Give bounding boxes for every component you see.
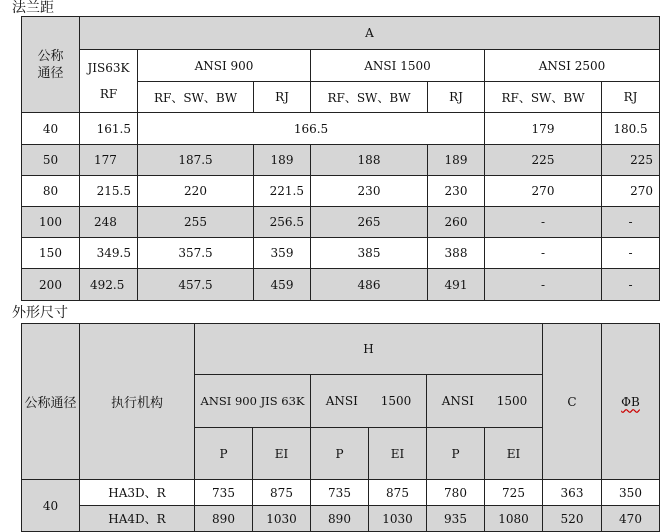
ansi1500-rf-cell: 188 [311,145,428,176]
ansi2500-rj-cell: 225 [602,145,660,176]
jis-cell: 215.5 [80,176,138,207]
phi-b-header [602,324,660,480]
c-cell: 363 [543,480,602,506]
table-row [22,113,660,145]
overall-dimensions-table [21,323,660,532]
ansi900-rf-subheader: RF、SW、BW [138,82,254,113]
ansi900-rj-cell: 256.5 [254,207,311,238]
h-cell: 1080 [485,506,543,532]
h-cell: 735 [195,480,253,506]
table-row [22,238,660,269]
ansi900-jis63k-header: ANSI 900 JIS 63K [195,375,311,428]
h-cell: 890 [195,506,253,532]
ansi2500-rj-cell: - [602,238,660,269]
ansi2500-rf-cell: 225 [485,145,602,176]
jis-cell: 492.5 [80,269,138,301]
ansi2500-rf-cell: - [485,269,602,301]
ansi900-rf-cell: 357.5 [138,238,254,269]
ansi900-rj-cell: 459 [254,269,311,301]
dn-header: 公称通径 [22,324,80,480]
p-subheader: P [427,428,485,480]
h-cell: 875 [369,480,427,506]
h-cell: 935 [427,506,485,532]
p-subheader: P [195,428,253,480]
ansi2500-rj-cell: 270 [602,176,660,207]
p-subheader: P [311,428,369,480]
merged-ansi900-1500-cell: 166.5 [138,113,485,145]
table-row [22,207,660,238]
table-row [22,480,660,506]
ansi1500-header: ANSI 1500 [311,50,485,82]
actuator-cell: HA3D、R [80,480,195,506]
jis-cell: 177 [80,145,138,176]
h-cell: 1030 [253,506,311,532]
flange-distance-title: 法兰距 [12,0,54,16]
ansi1500-header-b: ANSI 1500 [427,375,543,428]
group-header-a: A [80,17,660,50]
ansi900-rj-cell: 189 [254,145,311,176]
ansi2500-header: ANSI 2500 [485,50,660,82]
h-cell: 735 [311,480,369,506]
ansi2500-rj-cell: - [602,207,660,238]
ansi1500-rf-cell: 385 [311,238,428,269]
c-cell: 520 [543,506,602,532]
jis-cell: 349.5 [80,238,138,269]
dn-cell: 40 [22,480,80,532]
ansi2500-rf-cell: 179 [485,113,602,145]
ansi2500-rf-cell: - [485,207,602,238]
ansi1500-rf-cell: 486 [311,269,428,301]
h-cell: 875 [253,480,311,506]
dn-cell: 100 [22,207,80,238]
phi-b-label: ΦB [621,394,640,409]
ansi900-rf-cell: 220 [138,176,254,207]
ei-subheader: EI [369,428,427,480]
actuator-cell: HA4D、R [80,506,195,532]
ansi1500-rj-cell: 189 [428,145,485,176]
ansi2500-rf-subheader: RF、SW、BW [485,82,602,113]
dn-cell: 50 [22,145,80,176]
h-header: H [195,324,543,375]
jis-cell: 248 [80,207,138,238]
ansi900-header: ANSI 900 [138,50,311,82]
dn-cell: 80 [22,176,80,207]
ansi1500-rj-cell: 230 [428,176,485,207]
ansi900-rf-cell: 187.5 [138,145,254,176]
ansi900-rj-subheader: RJ [254,82,311,113]
flange-distance-table [21,16,660,301]
ansi900-rf-cell: 457.5 [138,269,254,301]
ansi1500-header-a: ANSI 1500 [311,375,427,428]
ansi1500-rj-cell: 491 [428,269,485,301]
h-cell: 1030 [369,506,427,532]
h-cell: 890 [311,506,369,532]
dn-cell: 40 [22,113,80,145]
ansi900-rj-cell: 359 [254,238,311,269]
h-cell: 780 [427,480,485,506]
ansi2500-rj-cell: 180.5 [602,113,660,145]
actuator-header: 执行机构 [80,324,195,480]
ei-subheader: EI [485,428,543,480]
ansi900-rf-cell: 255 [138,207,254,238]
b-cell: 350 [602,480,660,506]
ansi1500-rj-cell: 260 [428,207,485,238]
ansi1500-rf-cell: 265 [311,207,428,238]
ansi1500-rf-subheader: RF、SW、BW [311,82,428,113]
table-row [22,269,660,301]
table-row [22,145,660,176]
overall-dimensions-title: 外形尺寸 [12,305,68,321]
ansi2500-rj-subheader: RJ [602,82,660,113]
jis-cell: 161.5 [80,113,138,145]
dn-header: 公称通径 [22,17,80,113]
ansi1500-rj-cell: 388 [428,238,485,269]
ansi2500-rj-cell: - [602,269,660,301]
ansi2500-rf-cell: 270 [485,176,602,207]
dn-cell: 200 [22,269,80,301]
ansi2500-rf-cell: - [485,238,602,269]
ansi1500-rj-subheader: RJ [428,82,485,113]
ei-subheader: EI [253,428,311,480]
b-cell: 470 [602,506,660,532]
dn-cell: 150 [22,238,80,269]
ansi900-rj-cell: 221.5 [254,176,311,207]
table-row [22,176,660,207]
table-row [22,506,660,532]
ansi1500-rf-cell: 230 [311,176,428,207]
h-cell: 725 [485,480,543,506]
c-header: C [543,324,602,480]
jis63k-rf-header: JIS63K RF [80,50,138,113]
